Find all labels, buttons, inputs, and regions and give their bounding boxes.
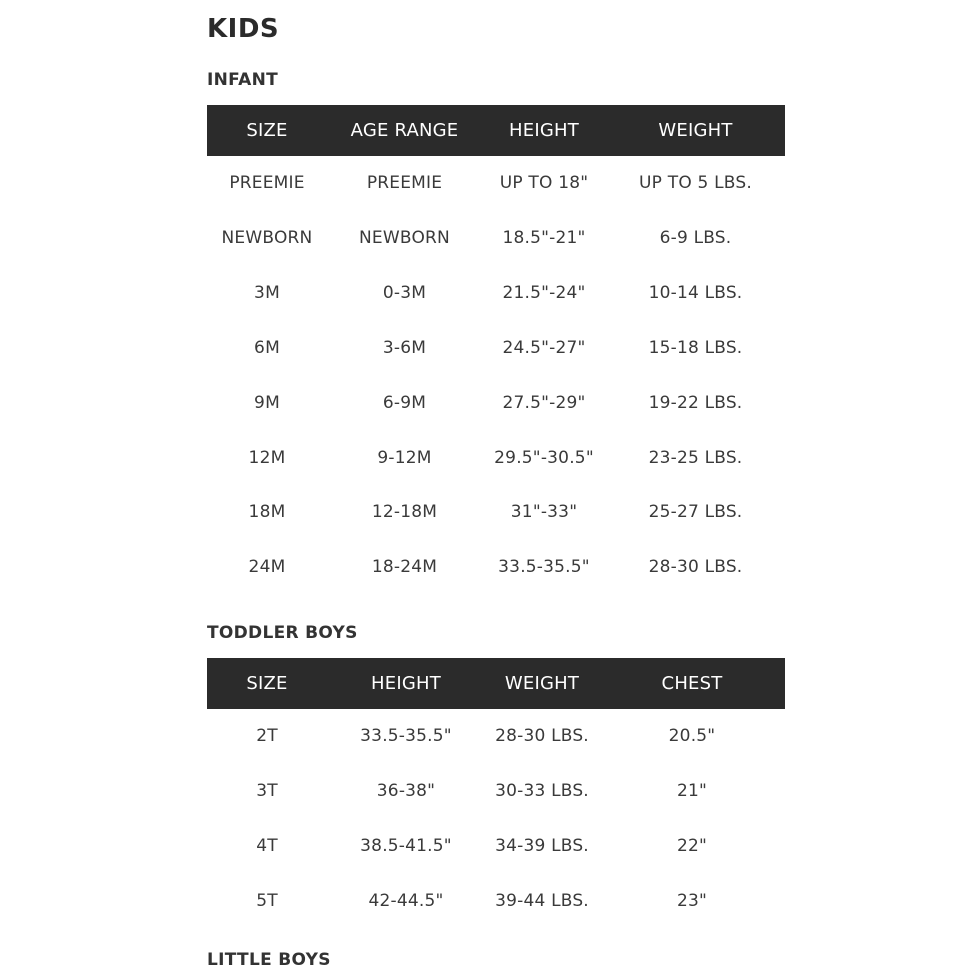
size-cell: 2T (256, 726, 278, 747)
height-cell: 33.5-35.5" (360, 726, 452, 747)
weight-cell: 28-30 LBS. (648, 557, 743, 578)
toddler-header-row (207, 658, 785, 709)
table-row (207, 266, 785, 321)
table-row (207, 819, 785, 874)
table-row (207, 874, 785, 929)
height-cell: UP TO 18" (499, 173, 589, 194)
toddler-header-size: SIZE (207, 658, 327, 709)
toddler-header-chest: CHEST (599, 658, 785, 709)
weight-cell: 15-18 LBS. (648, 337, 743, 358)
size-cell: 4T (256, 836, 278, 857)
weight-cell: 25-27 LBS. (648, 502, 743, 523)
size-cell: PREEMIE (229, 173, 305, 194)
weight-cell: 6-9 LBS. (659, 228, 732, 249)
height-cell: 24.5"-27" (502, 337, 586, 358)
table-row (207, 211, 785, 266)
size-cell: 24M (248, 557, 286, 578)
height-cell: 29.5"-30.5" (494, 447, 594, 468)
age-range-cell: PREEMIE (366, 173, 443, 194)
page-title: KIDS (207, 14, 280, 44)
weight-cell: 39-44 LBS. (495, 890, 589, 911)
height-cell: 42-44.5" (368, 890, 444, 911)
toddler-header-height: HEIGHT (327, 658, 485, 709)
weight-cell: 19-22 LBS. (648, 392, 743, 413)
infant-header-age-range: AGE RANGE (327, 105, 482, 156)
age-range-cell: 18-24M (371, 557, 438, 578)
size-cell: 18M (248, 502, 286, 523)
age-range-cell: 9-12M (377, 447, 432, 468)
infant-header-size: SIZE (207, 105, 327, 156)
size-cell: 6M (254, 337, 280, 358)
section-title-toddler-boys: TODDLER BOYS (207, 623, 358, 643)
height-cell: 27.5"-29" (502, 392, 586, 413)
age-range-cell: 3-6M (382, 337, 427, 358)
chest-cell: 21" (676, 781, 708, 802)
age-range-cell: 6-9M (382, 392, 427, 413)
table-row (207, 485, 785, 540)
infant-header-row (207, 105, 785, 156)
table-row (207, 430, 785, 485)
size-cell: 12M (248, 447, 286, 468)
height-cell: 18.5"-21" (502, 228, 586, 249)
height-cell: 31"-33" (510, 502, 578, 523)
section-title-little-boys-cut-off: LITTLE BOYS (207, 950, 331, 970)
size-cell: 9M (254, 392, 280, 413)
section-title-infant: INFANT (207, 70, 278, 90)
height-cell: 36-38" (376, 781, 436, 802)
toddler-header-weight: WEIGHT (485, 658, 599, 709)
chest-cell: 20.5" (668, 726, 716, 747)
age-range-cell: 0-3M (382, 283, 427, 304)
height-cell: 21.5"-24" (502, 283, 586, 304)
weight-cell: 28-30 LBS. (495, 726, 589, 747)
size-cell: 3T (256, 781, 278, 802)
size-cell: NEWBORN (221, 228, 313, 249)
height-cell: 33.5-35.5" (498, 557, 590, 578)
toddler-boys-size-table (207, 658, 785, 928)
table-row (207, 321, 785, 376)
table-row (207, 540, 785, 595)
weight-cell: UP TO 5 LBS. (639, 173, 752, 194)
infant-size-table (207, 105, 785, 595)
weight-cell: 34-39 LBS. (495, 836, 589, 857)
table-row (207, 709, 785, 764)
infant-header-weight: WEIGHT (606, 105, 785, 156)
table-row (207, 156, 785, 211)
infant-header-height: HEIGHT (482, 105, 606, 156)
weight-cell: 23-25 LBS. (648, 447, 743, 468)
table-row (207, 375, 785, 430)
table-row (207, 764, 785, 819)
age-range-cell: NEWBORN (359, 228, 450, 249)
size-cell: 3M (254, 283, 280, 304)
height-cell: 38.5-41.5" (360, 836, 452, 857)
weight-cell: 10-14 LBS. (648, 283, 743, 304)
chest-cell: 23" (676, 890, 708, 911)
size-cell: 5T (256, 890, 278, 911)
weight-cell: 30-33 LBS. (495, 781, 589, 802)
chest-cell: 22" (676, 836, 708, 857)
age-range-cell: 12-18M (371, 502, 438, 523)
